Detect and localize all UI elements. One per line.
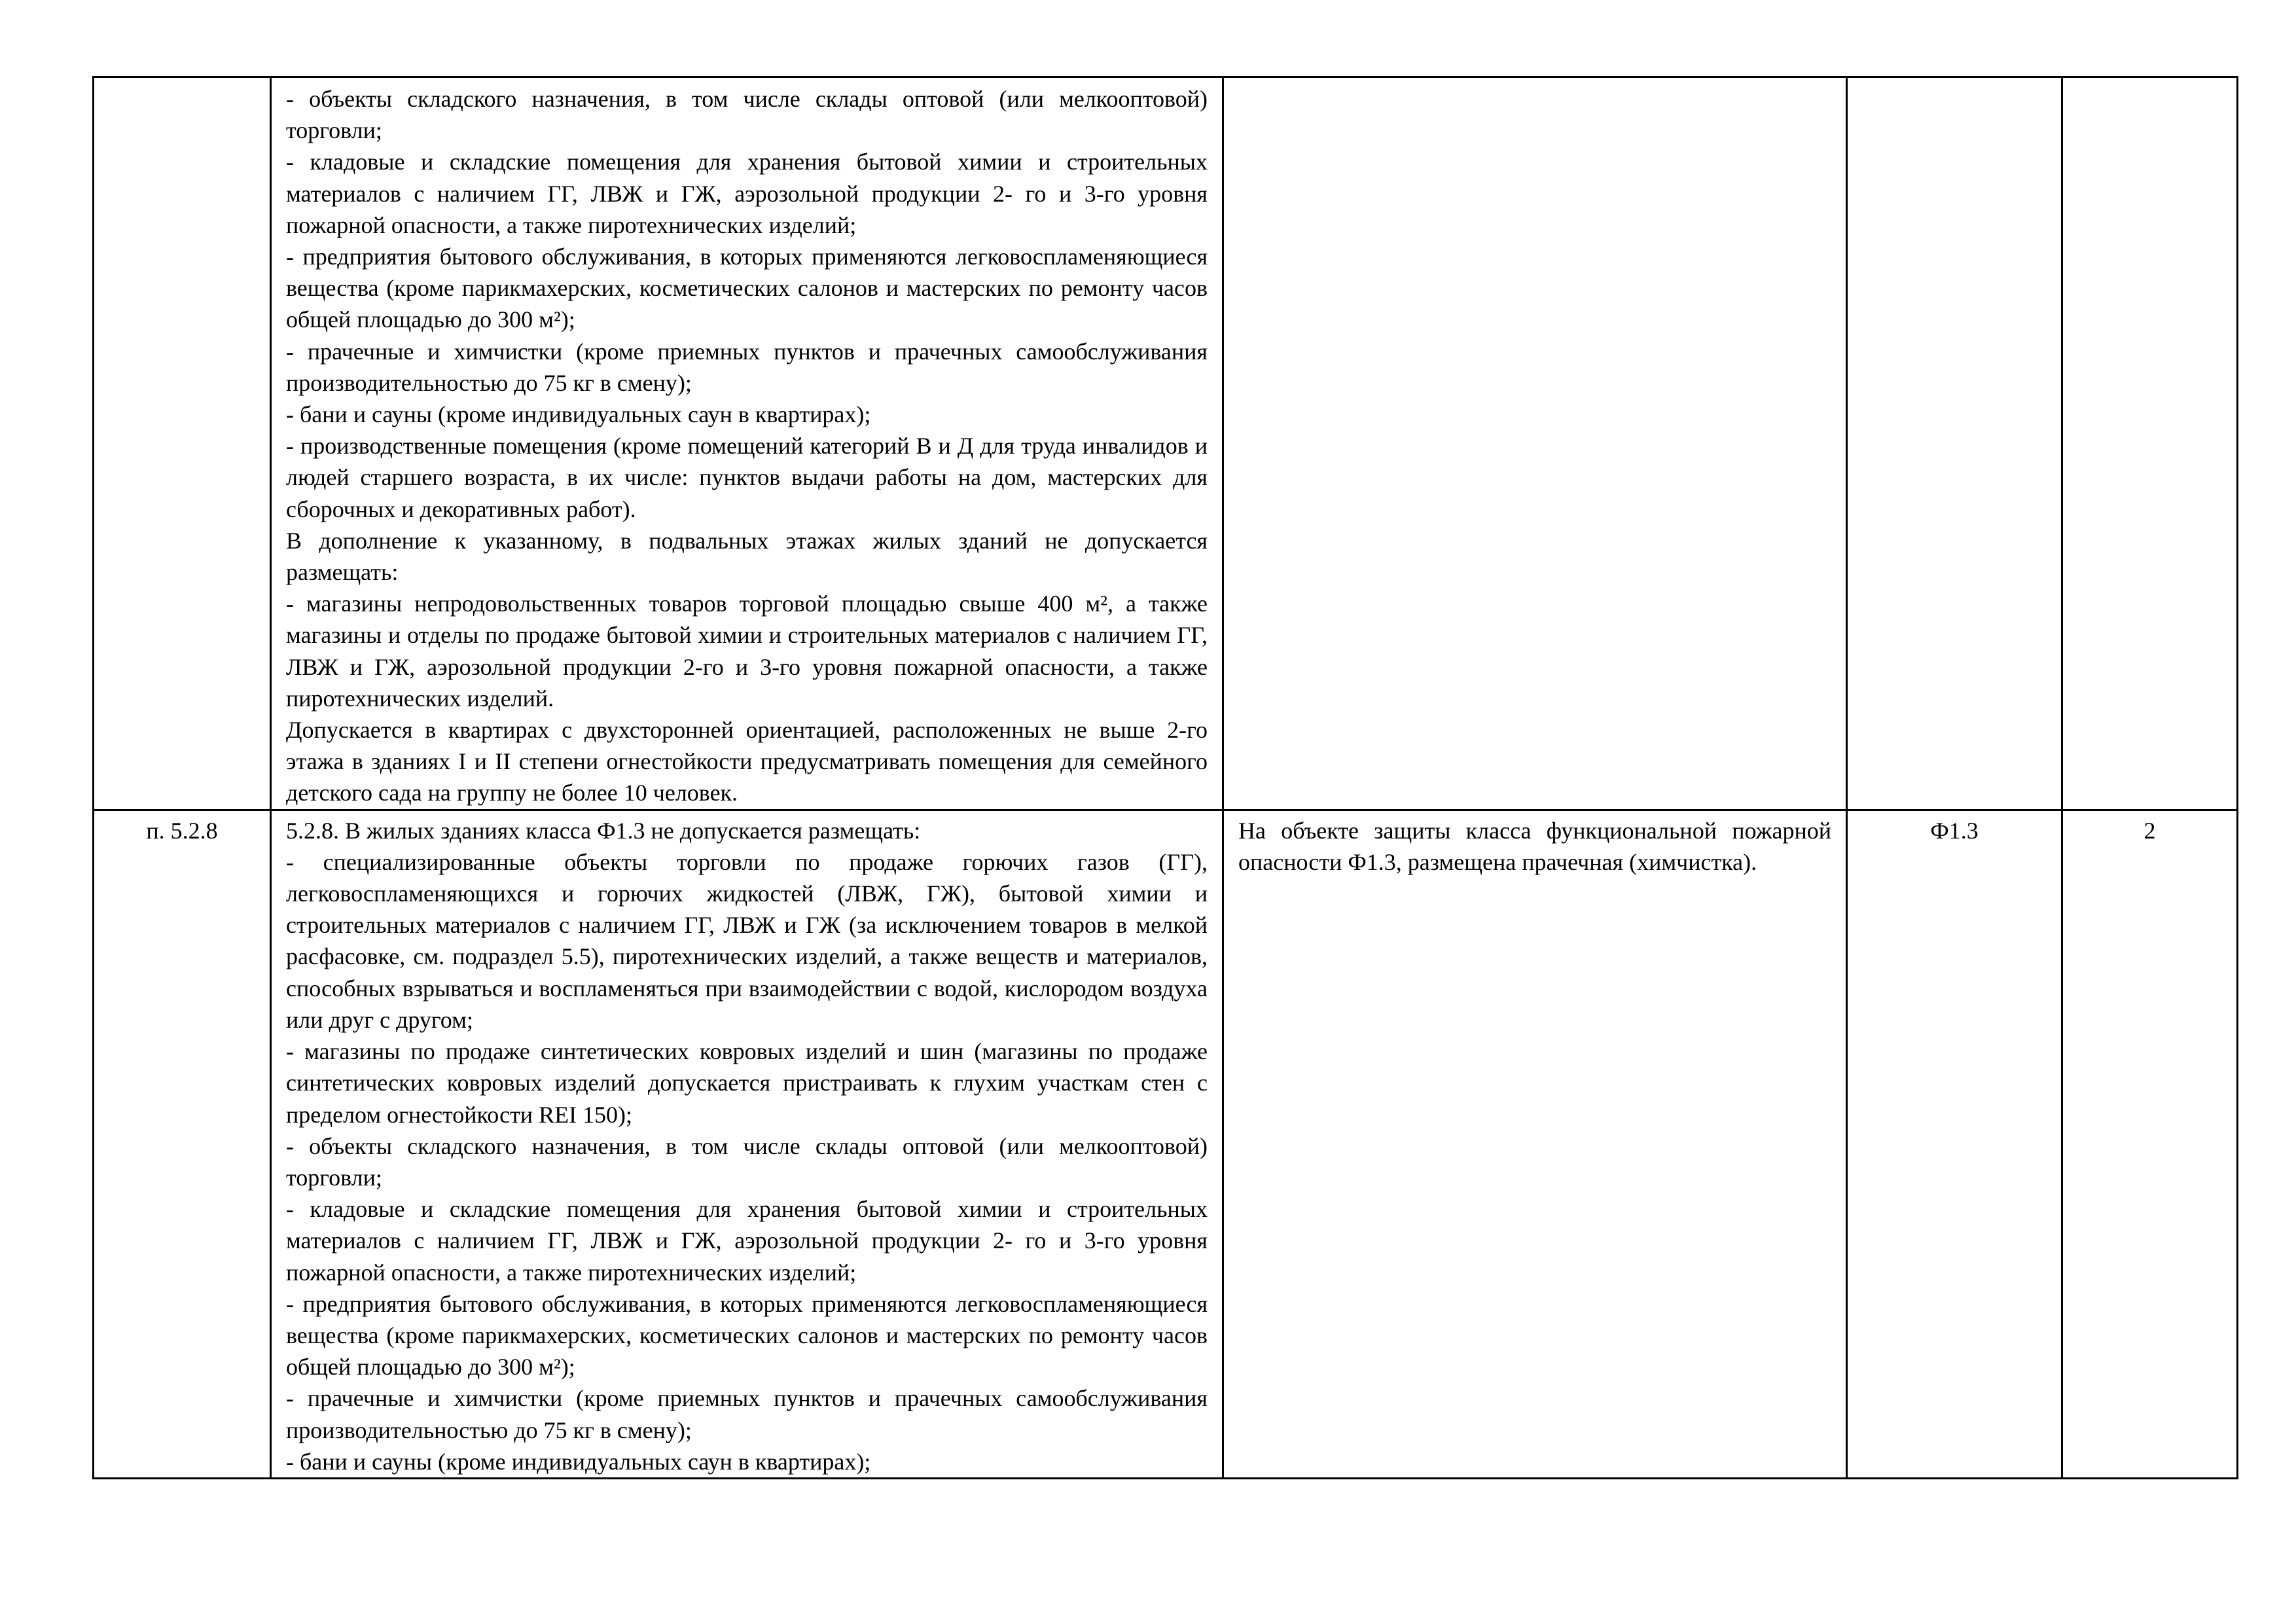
requirement-paragraph: - бани и сауны (кроме индивидуальных саун в квартирах); xyxy=(286,401,871,428)
requirement-paragraph: - прачечные и химчистки (кроме приемных пунктов и прачечных самообслуживания производительностью до 75 кг в смену); xyxy=(286,338,1208,396)
violations-table xyxy=(92,76,2238,1479)
requirement-paragraph: - магазины по продаже синтетических ковровых изделий и шин (магазины по продаже синтетических ковровых изделий допускается пристраивать к глухим участкам стен с пределом огнестойкости REI 150); xyxy=(286,1038,1208,1128)
count-text xyxy=(2063,78,2236,82)
clause-text xyxy=(94,78,270,82)
requirement-paragraph: - объекты складского назначения, в том числе склады оптовой (или мелкооптовой) торговли; xyxy=(286,1132,1208,1191)
requirement-paragraph: - предприятия бытового обслуживания, в которых применяются легковоспламеняющиеся вещества (кроме парикмахерских, косметических салонов и мастерских по ремонту часов общей площадью до 300 м²); xyxy=(286,244,1208,333)
requirement-paragraph: - производственные помещения (кроме помещений категорий В и Д для труда инвалидов и людей старшего возраста, в их числе: пунктов выдачи работы на дом, мастерских для сборочных и декоративных работ). xyxy=(286,433,1208,522)
requirement-cell xyxy=(271,810,1223,1478)
requirement-paragraph: - специализированные объекты торговли по продаже горючих газов (ГГ), легковоспламеняющихся и горючих жидкостей (ЛВЖ, ГЖ), бытовой химии и строительных материалов с наличием ГГ, ЛВЖ и ГЖ (за исключением товаров в мелкой расфасовке, см. подраздел 5.5), пиротехнических изделий, а также веществ и материалов, способных взрываться и воспламеняться при взаимодействии с водой, кислородом воздуха или друг с другом; xyxy=(286,848,1208,1033)
requirement-paragraph: - кладовые и складские помещения для хранения бытовой химии и строительных материалов с наличием ГГ, ЛВЖ и ГЖ, аэрозольной продукции 2- го и 3-го уровня пожарной опасности, а также пиротехнических изделий; xyxy=(286,1196,1208,1286)
table-row xyxy=(94,77,2238,810)
count-cell xyxy=(2062,810,2238,1478)
requirement-paragraph: В дополнение к указанному, в подвальных этажах жилых зданий не допускается размещать: xyxy=(286,527,1208,586)
requirement-paragraph: - объекты складского назначения, в том числе склады оптовой (или мелкооптовой) торговли; xyxy=(286,86,1208,144)
requirement-paragraph: - прачечные и химчистки (кроме приемных пунктов и прачечных самообслуживания производительностью до 75 кг в смену); xyxy=(286,1385,1208,1443)
count-text: 2 xyxy=(2144,817,2156,844)
table-row xyxy=(94,810,2238,1478)
requirement-cell xyxy=(271,77,1223,810)
violation-text xyxy=(1224,78,1846,82)
requirement-paragraph: 5.2.8. В жилых зданиях класса Ф1.3 не допускается размещать: xyxy=(286,817,921,844)
class-text xyxy=(1848,78,2061,82)
class-cell xyxy=(1847,810,2062,1478)
requirement-text xyxy=(272,811,1222,1477)
requirement-text xyxy=(272,78,1222,809)
requirement-paragraph: - магазины непродовольственных товаров торговой площадью свыше 400 м², а также магазины и отделы по продаже бытовой химии и строительных материалов с наличием ГГ, ЛВЖ и ГЖ, аэрозольной продукции 2-го и 3-го уровня пожарной опасности, а также пиротехнических изделий. xyxy=(286,590,1208,712)
class-text: Ф1.3 xyxy=(1930,817,1979,844)
violation-cell xyxy=(1223,77,1847,810)
class-cell xyxy=(1847,77,2062,810)
violation-cell xyxy=(1223,810,1847,1478)
count-cell xyxy=(2062,77,2238,810)
clause-text: п. 5.2.8 xyxy=(146,817,218,844)
requirement-paragraph: - кладовые и складские помещения для хранения бытовой химии и строительных материалов с наличием ГГ, ЛВЖ и ГЖ, аэрозольной продукции 2- го и 3-го уровня пожарной опасности, а также пиротехнических изделий; xyxy=(286,149,1208,238)
violation-text: На объекте защиты класса функциональной пожарной опасности Ф1.3, размещена прачечная (химчистка). xyxy=(1238,817,1831,875)
clause-cell xyxy=(94,77,271,810)
requirement-paragraph: Допускается в квартирах с двухсторонней ориентацией, расположенных не выше 2-го этажа в зданиях I и II степени огнестойкости предусматривать помещения для семейного детского сада на группу не более 10 человек. xyxy=(286,717,1208,806)
requirement-paragraph: - бани и сауны (кроме индивидуальных саун в квартирах); xyxy=(286,1448,871,1475)
requirement-paragraph: - предприятия бытового обслуживания, в которых применяются легковоспламеняющиеся вещества (кроме парикмахерских, косметических салонов и мастерских по ремонту часов общей площадью до 300 м²); xyxy=(286,1290,1208,1380)
clause-cell xyxy=(94,810,271,1478)
